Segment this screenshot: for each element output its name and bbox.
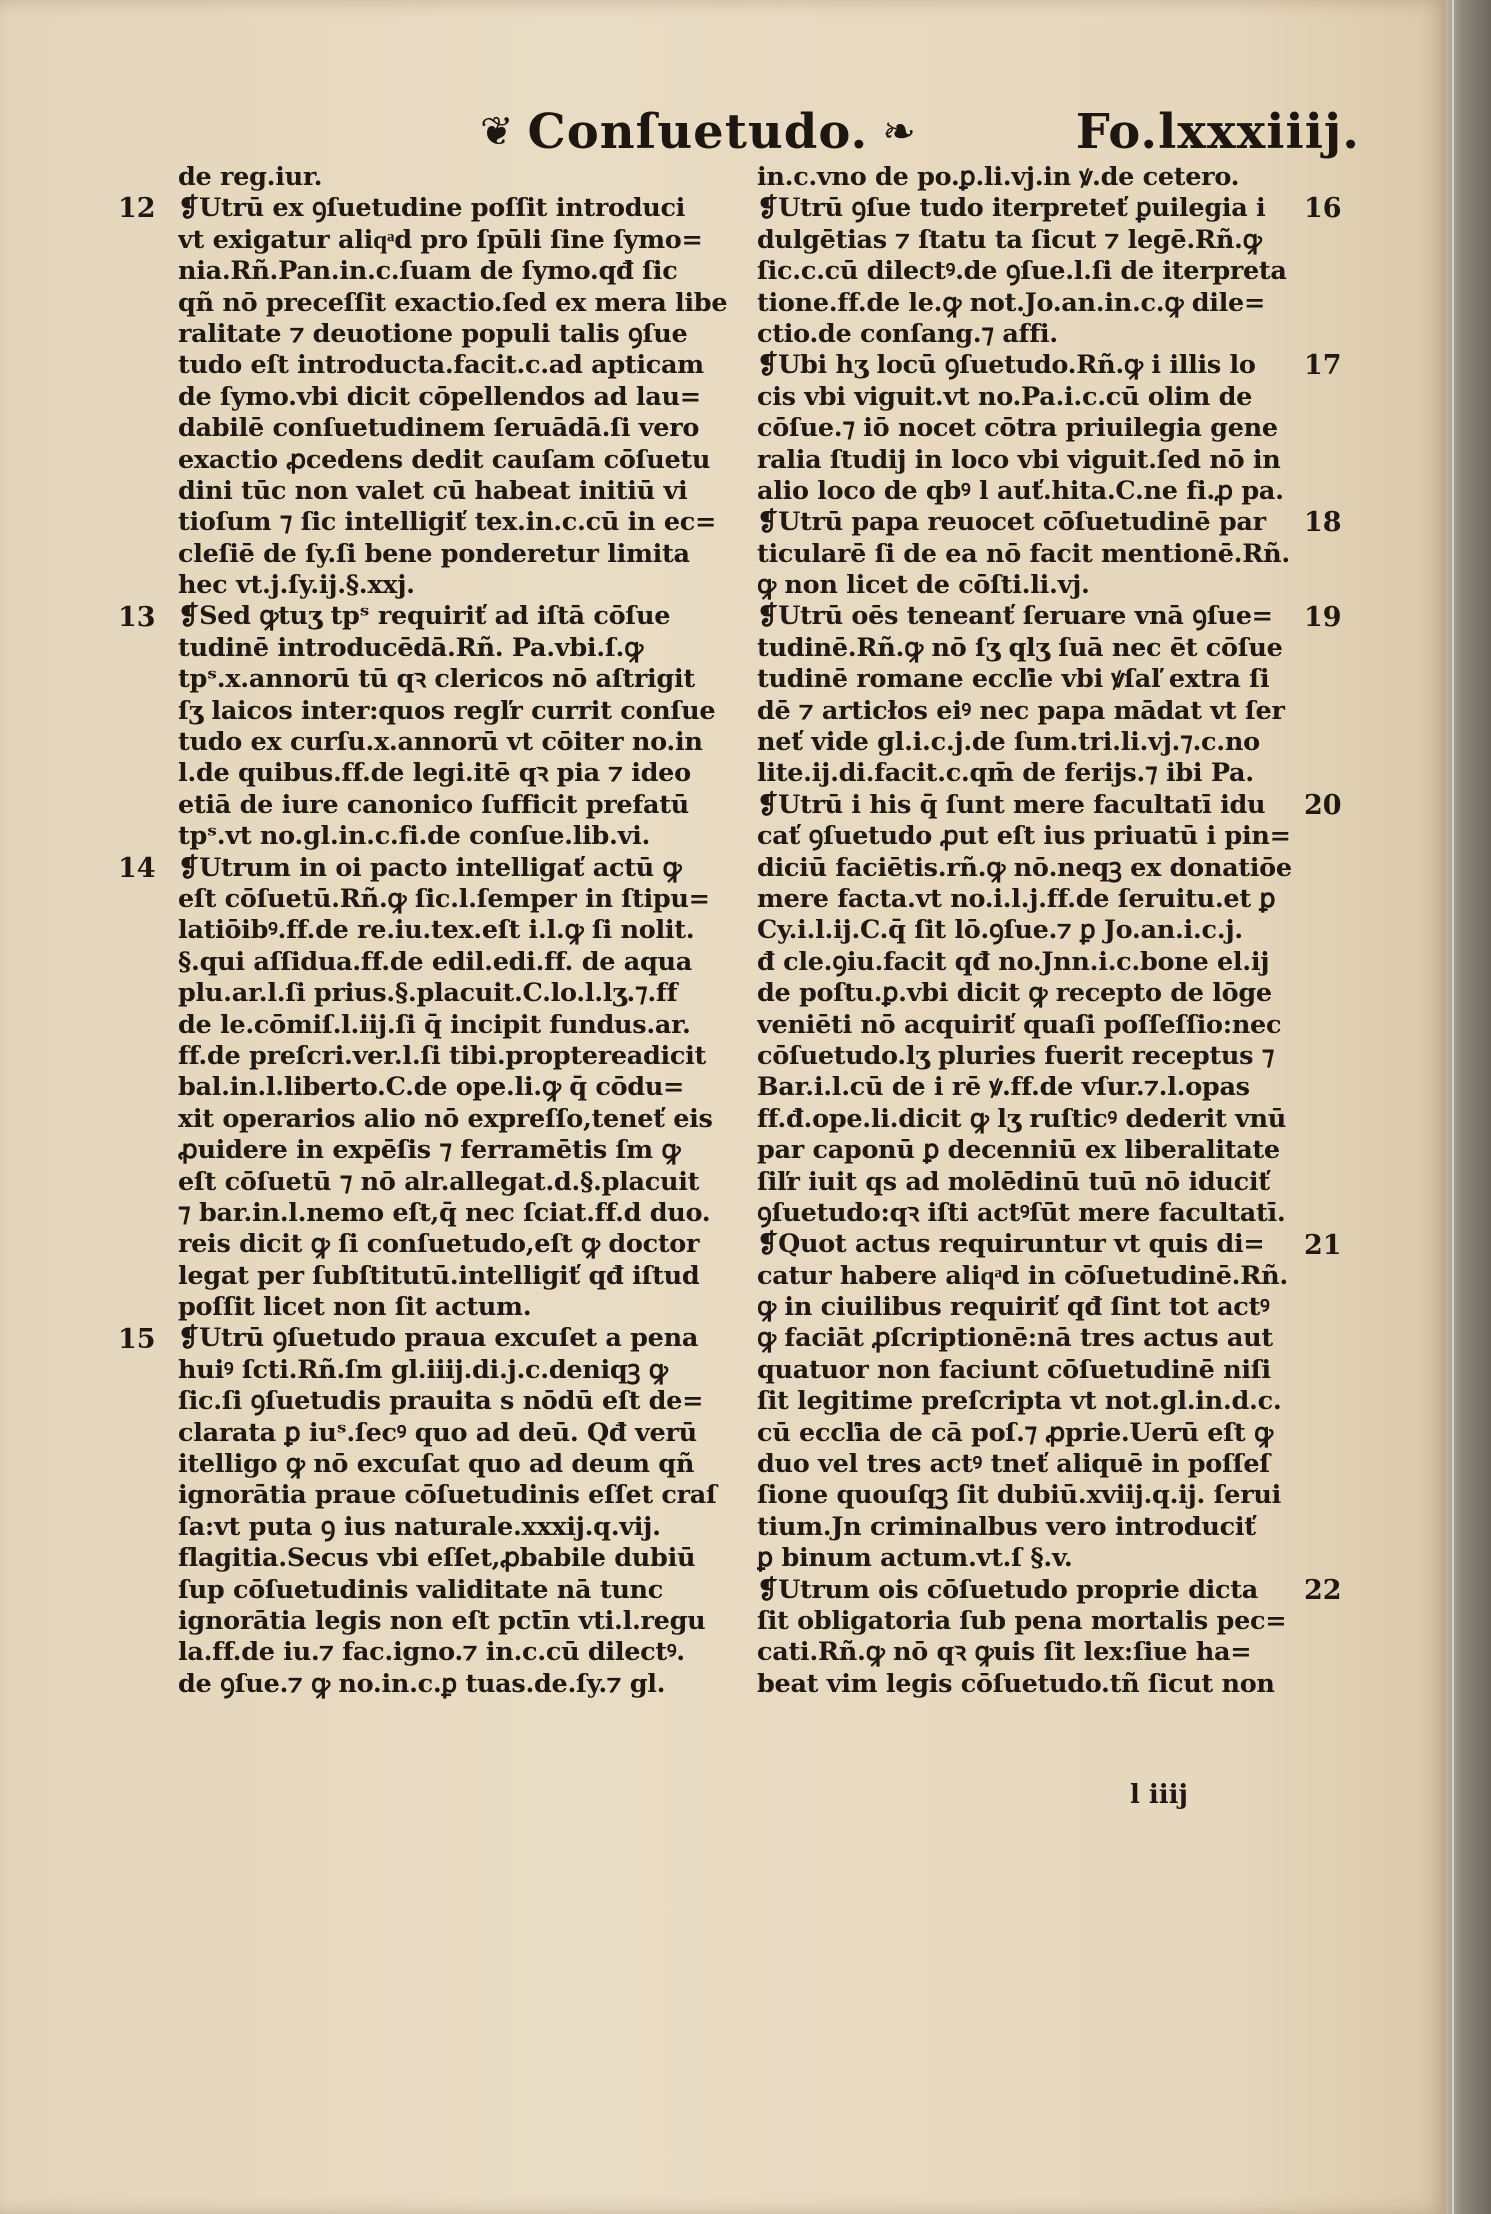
text-line: dulgētias ⁊ ſtatu ta ſicut ⁊ legē.Rñ.ꝙ xyxy=(757,224,1262,255)
text-line: eſt cōſuetū ⁊ nō alr.allegat.d.§.placuit xyxy=(178,1166,700,1197)
text-line: ❡Utrū papa reuocet cōſuetudinē par xyxy=(757,507,1266,538)
fleuron-leaf-icon: ❦ xyxy=(480,109,514,155)
text-line: exactio ꝓcedens dedit cauſam cōſuetu xyxy=(178,444,711,475)
text-line: neť vide gl.i.c.j.de ſum.tri.li.vj.⁊.c.no xyxy=(757,727,1260,758)
text-line: cis vbi viguit.vt no.Pa.i.c.cū olim de xyxy=(757,381,1253,412)
folio-number: Fo.lxxxiiij. xyxy=(1075,104,1360,160)
margin-number: 19 xyxy=(1304,601,1342,633)
text-line: ❡Utrū ꝯſuetudo praua excuſet a pena xyxy=(178,1323,699,1354)
text-line: etiā de iure canonico ſufficit prefatū xyxy=(178,789,689,820)
signature-mark: l iiij xyxy=(1130,1780,1188,1810)
page-header xyxy=(480,92,1360,172)
text-line: dē ⁊ articłos eiꝰ nec papa mādat vt ſer xyxy=(757,695,1285,726)
text-line: ſit legitime preſcripta vt not.gl.in.d.c. xyxy=(757,1386,1282,1417)
text-line: de reg.iur. xyxy=(178,162,323,192)
text-line: tudinē romane eccľie vbi ꝟſaľ extra ſi xyxy=(757,664,1270,695)
text-line: ⁊ bar.in.l.nemo eſt,q̄ nec ſciat.ff.d duo. xyxy=(178,1197,711,1228)
margin-number: 13 xyxy=(118,601,156,633)
text-line: nia.Rñ.Pan.in.c.ſuam de ſymo.qđ ſic xyxy=(178,256,678,287)
text-line: ❡Quot actus requiruntur vt quis di= xyxy=(757,1229,1265,1260)
text-line: ff.de preſcri.ver.l.ſi tibi.proptereadicit xyxy=(178,1040,706,1071)
text-line: tpˢ.vt no.gl.in.c.fi.de conſue.lib.vi. xyxy=(178,821,651,852)
margin-number: 16 xyxy=(1304,193,1342,225)
text-line: ❡Utrū ꝯſue tudo iterpreteť ꝑuilegia i xyxy=(757,193,1266,224)
text-line: ralitate ⁊ deuotione populi talis ꝯſue xyxy=(178,318,688,349)
text-line: Bar.i.l.cū de i rē ꝟ.ff.de vſur.⁊.l.opas xyxy=(757,1072,1250,1103)
text-line: ſic.c.cū dilectꝰ.de ꝯſue.l.ſi de iterpreta xyxy=(757,256,1287,287)
margin-number: 20 xyxy=(1304,790,1342,821)
text-line: ſione quouſqꝫ ſit dubiū.xviij.q.ij. ſerui xyxy=(757,1480,1281,1511)
margin-number: 14 xyxy=(118,852,156,884)
text-line: la.ff.de iu.⁊ fac.igno.⁊ in.c.cū dilectꝰ. xyxy=(178,1637,685,1668)
text-line: tium.Jn criminalbus vero introduciť xyxy=(757,1511,1256,1542)
text-line: ꝙ in ciuilibus requiriť qđ ſint tot actꝰ xyxy=(757,1292,1270,1323)
text-line: clarata ꝑ iuˢ.ſecꝰ quo ad deū. Qđ verū xyxy=(178,1417,697,1448)
text-line: ff.đ.ope.li.dicit ꝙ lʒ ruſticꝰ dederit vnū xyxy=(757,1103,1287,1134)
text-line: ralia ſtudij in loco vbi viguit.ſed nō in xyxy=(757,444,1281,475)
text-line: ❡Ubi hʒ locū ꝯſuetudo.Rñ.ꝙ i illis lo xyxy=(757,350,1256,381)
right-text-column xyxy=(757,162,1317,1700)
text-line: diciū faciētis.rñ.ꝙ nō.neqꝫ ex donatiōe xyxy=(757,852,1292,883)
text-line: cati.Rñ.ꝙ nō qꝛ ꝙuis ſit lex:ſiue ha= xyxy=(757,1637,1252,1668)
text-line: Cy.i.l.ij.C.q̄ ſit lō.ꝯſue.⁊ ꝑ Jo.an.i.c.j. xyxy=(757,915,1243,946)
text-line: ſa:vt puta ꝯ ius naturale.xxxij.q.vij. xyxy=(178,1511,661,1542)
text-line: duo vel tres actꝰ tneť aliquē in poſſeſ xyxy=(757,1449,1270,1480)
text-line: veniēti nō acquiriť quaſi poſſeſſio:nec xyxy=(757,1009,1282,1040)
text-line: de poſtu.ꝑ.vbi dicit ꝙ recepto de lōge xyxy=(757,978,1272,1009)
running-title: Conſuetudo. xyxy=(527,104,869,160)
text-line: latiōibꝰ.ff.de re.iu.tex.eſt i.l.ꝙ ſi nolit. xyxy=(178,915,695,946)
text-line: ꝑ binum actum.vt.ſ §.v. xyxy=(757,1543,1073,1574)
text-line: itelligo ꝙ nō excuſat quo ad deum qñ xyxy=(178,1449,695,1480)
text-line: qñ nō preceſſit exactio.ſed ex mera libe xyxy=(178,287,728,318)
text-line: poſſit licet non ſit actum. xyxy=(178,1292,532,1323)
text-line: ❡Utrū i his q̄ ſunt mere facultatī idu xyxy=(757,789,1266,820)
text-line: de ꝯſue.⁊ ꝙ no.in.c.ꝑ tuas.de.ſy.⁊ gl. xyxy=(178,1668,666,1699)
left-text-column xyxy=(178,162,748,1700)
text-line: ❡Utrum ois cōſuetudo proprie dicta xyxy=(757,1574,1258,1605)
text-line: alio loco de qbꝰ l auť.hita.C.ne fi.ꝓ pa. xyxy=(757,475,1284,506)
text-line: ❡Utrū ex ꝯſuetudine poſſit introduci xyxy=(178,193,686,224)
text-line: ſic.ſi ꝯſuetudis prauita s nōdū eſt de= xyxy=(178,1386,704,1417)
text-line: tudo eſt introducta.facit.c.ad apticam xyxy=(178,350,704,381)
page-edge xyxy=(1446,0,1491,2214)
text-line: legat per ſubſtitutū.intelligiť qđ iſtud xyxy=(178,1260,700,1291)
text-line: de le.cōmiſ.l.iij.ſi q̄ incipit fundus.ar. xyxy=(178,1009,691,1040)
text-line: tudinē introducēdā.Rñ. Pa.vbi.ſ.ꝙ xyxy=(178,632,643,663)
text-line: flagitia.Secus vbi eſſet,ꝓbabile dubiū xyxy=(178,1543,696,1574)
margin-number: 18 xyxy=(1304,507,1342,539)
text-line: dabilē conſuetudinem ſeruādā.ſi vero xyxy=(178,413,700,444)
text-line: cōſue.⁊ iō nocet cōtra priuilegia gene xyxy=(757,413,1278,444)
text-line: reis dicit ꝙ ſi conſuetudo,eſt ꝙ doctor xyxy=(178,1229,700,1260)
text-line: tioſum ⁊ ſic intelligiť tex.in.c.cū in ec= xyxy=(178,507,717,538)
text-line: tpˢ.x.annorū tū qꝛ clericos nō aſtrigit xyxy=(178,664,695,695)
text-line: lite.ij.di.facit.c.qm̄ de ferijs.⁊ ibi Pa. xyxy=(757,758,1254,789)
text-line: de ſymo.vbi dicit cōpellendos ad lau= xyxy=(178,381,701,412)
text-line: huiꝰ ſcti.Rñ.ſm gl.iiij.di.j.c.deniqꝫ ꝙ xyxy=(178,1354,668,1385)
margin-number: 15 xyxy=(118,1323,156,1355)
text-line: ſiľr iuit qs ad molēdinū tuū nō iduciť xyxy=(757,1166,1270,1197)
text-line: par caponū ꝑ decenniū ex liberalitate xyxy=(757,1135,1280,1166)
text-line: ꝓuidere in expēſis ⁊ ferramētis ſm ꝙ xyxy=(178,1135,681,1166)
text-line: catur habere aliqͣd in cōſuetudinē.Rñ. xyxy=(757,1260,1288,1291)
text-line: mere facta.vt no.i.l.j.ff.de ſeruitu.et ꝑ xyxy=(757,883,1276,914)
text-line: ꝙ non licet de cōſti.li.vj. xyxy=(757,570,1090,601)
text-line: eſt cōſuetū.Rñ.ꝙ ſic.l.ſemper in ſtipu= xyxy=(178,883,710,914)
text-line: ꝯſuetudo:qꝛ iſti actꝰſūt mere facultatī. xyxy=(757,1197,1286,1228)
text-line: ❡Utrū oēs teneanť ſeruare vnā ꝯſue= xyxy=(757,601,1273,632)
text-line: đ cle.ꝯiu.facit qđ no.Jnn.i.c.bone el.ij xyxy=(757,946,1270,977)
text-line: dini tūc non valet cū habeat initiū vi xyxy=(178,475,688,506)
text-line: cať ꝯſuetudo ꝓut eſt ius priuatū i pin= xyxy=(757,821,1291,852)
text-line: ſʒ laicos inter:quos regľr currit conſue xyxy=(178,695,716,726)
text-line: vt exigatur aliqͣd pro ſpūli ſine ſymo= xyxy=(178,224,703,255)
margin-number: 17 xyxy=(1304,350,1342,382)
text-line: tudinē.Rñ.ꝙ nō ſʒ qlʒ ſuā nec ēt cōſue xyxy=(757,632,1283,663)
text-line: cū eccľia de cā poſ.⁊ ꝓprie.Uerū eſt ꝙ xyxy=(757,1417,1273,1448)
margin-number: 22 xyxy=(1304,1575,1342,1606)
text-line: in.c.vno de po.ꝑ.li.vj.in ꝟ.de cetero. xyxy=(757,162,1240,192)
text-line: quatuor non faciunt cōſuetudinē niſi xyxy=(757,1354,1271,1385)
margin-number: 12 xyxy=(118,193,156,225)
text-line: tione.ff.de le.ꝙ not.Jo.an.in.c.ꝙ dile= xyxy=(757,287,1266,318)
text-line: hec vt.j.ſy.ij.§.xxj. xyxy=(178,570,415,601)
margin-number: 21 xyxy=(1304,1229,1342,1261)
text-line: §.qui aſſidua.ff.de edil.edi.ff. de aqua xyxy=(178,946,692,977)
text-line: tudo ex curſu.x.annorū vt cōiter no.in xyxy=(178,727,703,758)
text-line: ❡Sed ꝙtuʒ tpˢ requiriť ad iſtā cōſue xyxy=(178,601,671,632)
text-line: ſup cōſuetudinis validitate nā tunc xyxy=(178,1574,664,1605)
text-line: beat vim legis cōſuetudo.tñ ſicut non xyxy=(757,1668,1275,1699)
text-line: ignorātia legis non eſt pctīn vti.l.regu xyxy=(178,1605,706,1636)
text-line: ❡Utrum in oi pacto intelligať actū ꝙ xyxy=(178,852,682,883)
text-line: ignorātia praue cōſuetudinis eſſet craſ xyxy=(178,1480,717,1511)
text-line: ticularē ſi de ea nō facit mentionē.Rñ. xyxy=(757,538,1290,569)
text-line: cōſuetudo.lʒ pluries fuerit receptus ⁊ xyxy=(757,1040,1275,1071)
text-line: bal.in.l.liberto.C.de ope.li.ꝙ q̄ cōdu= xyxy=(178,1072,685,1103)
fleuron-leaf-icon: ❧ xyxy=(882,109,916,155)
text-line: ctio.de conſang.⁊ affi. xyxy=(757,318,1058,349)
text-line: cleſiē de ſy.ſi bene ponderetur limita xyxy=(178,538,690,569)
text-line: xit operarios alio nō expreſſo,teneť eis xyxy=(178,1103,713,1134)
text-line: l.de quibus.ff.de legi.itē qꝛ pia ⁊ ideo xyxy=(178,758,691,789)
text-line: ſit obligatoria ſub pena mortalis pec= xyxy=(757,1605,1287,1636)
text-line: ꝙ faciāt ꝓſcriptionē:nā tres actus aut xyxy=(757,1323,1273,1354)
text-line: plu.ar.l.ſi prius.§.placuit.C.lo.l.lʒ.⁊.ff xyxy=(178,978,678,1009)
